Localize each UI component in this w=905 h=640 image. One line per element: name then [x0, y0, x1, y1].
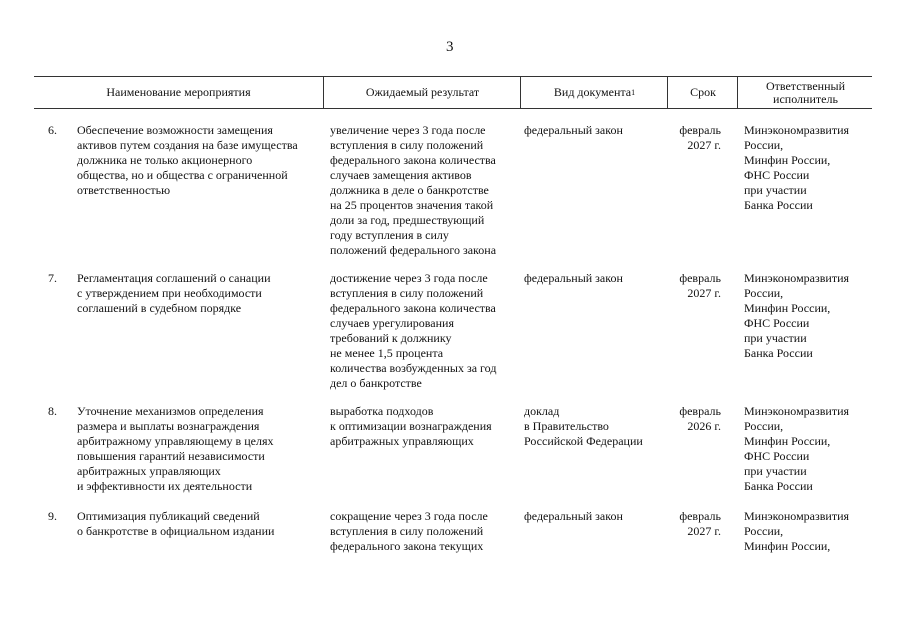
row-responsible: Минэкономразвития России, Минфин России, ФНС России при участии Банка России [744, 404, 850, 493]
row-term: февраль 2026 г. [679, 404, 721, 433]
row-name: Оптимизация публикаций сведений о банкротстве в официальном издании [77, 509, 275, 538]
row-responsible: Минэкономразвития России, Минфин России, ФНС России при участии Банка России [744, 123, 850, 212]
row-number: 8. [48, 404, 57, 418]
row-number: 9. [48, 509, 57, 523]
row-result: выработка подходов к оптимизации вознаграждения арбитражных управляющих [330, 404, 492, 448]
row-term: февраль 2027 г. [679, 123, 721, 152]
action-plan-table [34, 76, 872, 553]
header-doc-label: Вид документа [553, 85, 632, 99]
row-result: сокращение через 3 года после вступления в силу положений федерального закона текущих [330, 509, 488, 553]
row-name: Обеспечение возможности замещения активов путем создания на базе имущества должника не только акционерного общества, но и общества с ограниченной ответственностью [77, 123, 298, 197]
row-responsible: Минэкономразвития России, Минфин России, [744, 509, 850, 553]
row-doc-type: федеральный закон [524, 271, 623, 285]
row-term: февраль 2027 г. [679, 509, 721, 538]
header-result: Ожидаемый результат [323, 77, 521, 108]
row-responsible: Минэкономразвития России, Минфин России, ФНС России при участии Банка России [744, 271, 850, 360]
page-number: 3 [446, 39, 454, 55]
header-doc-type: Вид документа 1 [520, 77, 668, 108]
row-name: Регламентация соглашений о санации с утверждением при необходимости соглашений в судебном порядке [77, 271, 271, 315]
row-name: Уточнение механизмов определения размера и выплаты вознаграждения арбитражному управляющему в целях повышения гарантий независимости арбитражных управляющих и эффективности их деятельности [77, 404, 274, 493]
row-result: достижение через 3 года после вступления в силу положений федерального закона количества случаев урегулирования требований к должнику не менее 1,5 процента количества возбужденных за год дел о банкротстве [330, 271, 497, 390]
header-name: Наименование мероприятия [106, 85, 251, 99]
row-term: февраль 2027 г. [679, 271, 721, 300]
row-number: 6. [48, 123, 57, 137]
row-doc-type: федеральный закон [524, 123, 623, 137]
row-number: 7. [48, 271, 57, 285]
row-doc-type: доклад в Правительство Российской Федерации [524, 404, 643, 448]
header-term: Срок [667, 77, 738, 108]
header-responsible: Ответственный исполнитель [737, 77, 873, 108]
table-header [34, 76, 872, 109]
row-result: увеличение через 3 года после вступления в силу положений федерального закона количества случаев замещения активов должника в деле о банкротстве на 25 процентов значения такой доли за год, предшествующий году вступления в силу положений федерального закона [330, 123, 497, 257]
row-doc-type: федеральный закон [524, 509, 623, 523]
